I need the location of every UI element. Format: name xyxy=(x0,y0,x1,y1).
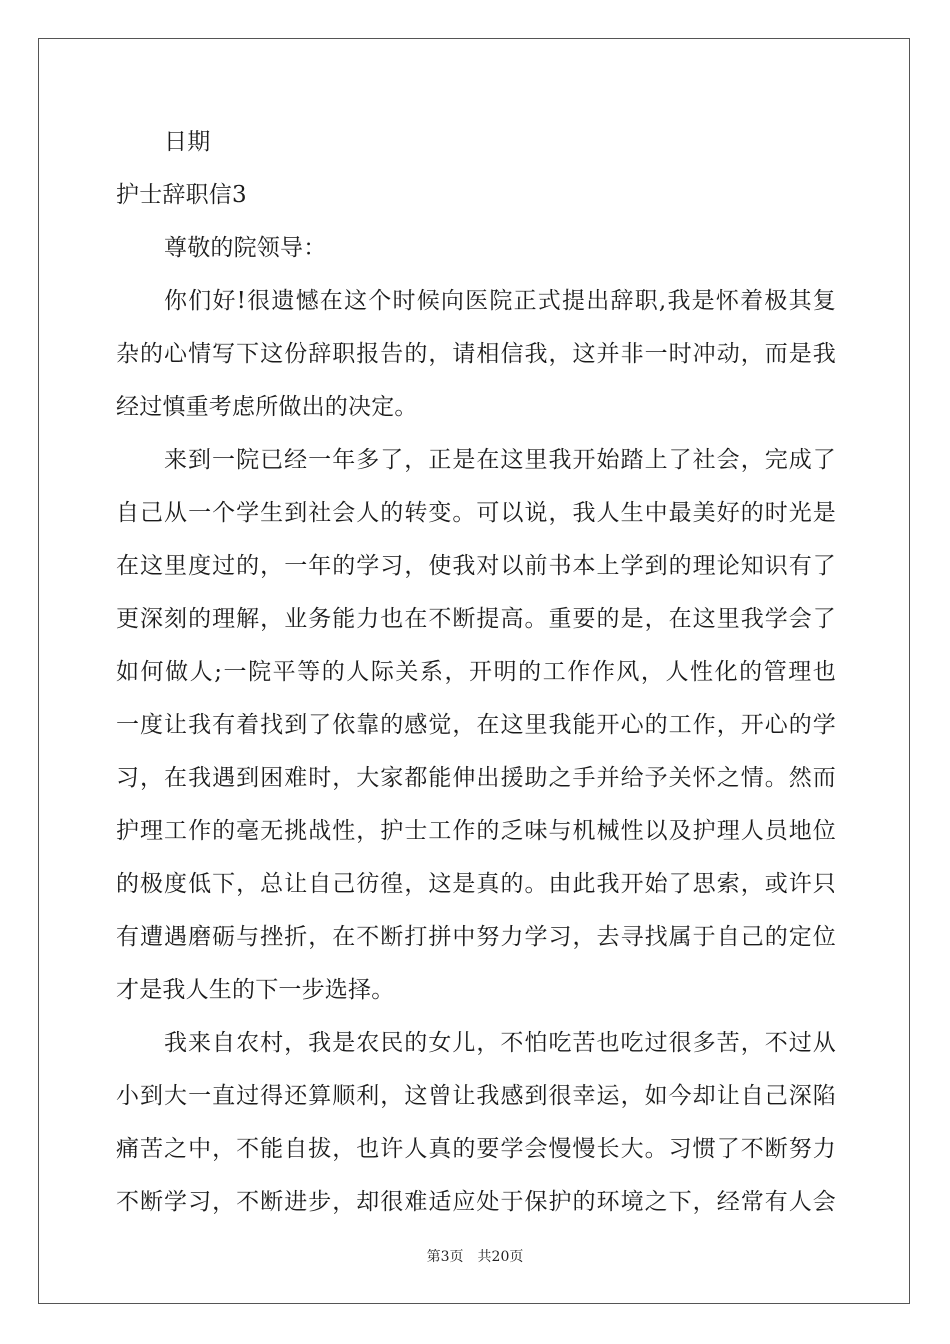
paragraph-line: 有遭遇磨砺与挫折，在不断打拼中努力学习，去寻找属于自己的定位 xyxy=(116,924,836,950)
paragraph-line: 更深刻的理解，业务能力也在不断提高。重要的是，在这里我学会了 xyxy=(116,606,836,632)
paragraph-line: 的极度低下，总让自己彷徨，这是真的。由此我开始了思索，或许只 xyxy=(116,871,836,897)
salutation: 尊敬的院领导： xyxy=(164,235,327,261)
paragraph-line: 不断学习，不断进步，却很难适应处于保护的环境之下，经常有人会 xyxy=(116,1189,836,1215)
paragraph-line: 如何做人;一院平等的人际关系，开明的工作作风，人性化的管理也 xyxy=(116,659,836,685)
paragraph-line: 一度让我有着找到了依靠的感觉，在这里我能开心的工作，开心的学 xyxy=(116,712,836,738)
paragraph-line: 才是我人生的下一步选择。 xyxy=(116,977,395,1003)
letter-title: 护士辞职信3 xyxy=(116,182,247,208)
document-body xyxy=(116,116,836,1229)
paragraph-line: 在这里度过的，一年的学习，使我对以前书本上学到的理论知识有了 xyxy=(116,553,836,579)
paragraph-line: 杂的心情写下这份辞职报告的，请相信我，这并非一时冲动，而是我 xyxy=(116,341,836,367)
paragraph-line: 小到大一直过得还算顺利，这曾让我感到很幸运，如今却让自己深陷 xyxy=(116,1083,836,1109)
paragraph-line: 经过慎重考虑所做出的决定。 xyxy=(116,394,418,420)
paragraph-line: 来到一院已经一年多了，正是在这里我开始踏上了社会，完成了 xyxy=(164,447,836,473)
paragraph-line: 我来自农村，我是农民的女儿，不怕吃苦也吃过很多苦，不过从 xyxy=(164,1030,836,1056)
paragraph-line: 自己从一个学生到社会人的转变。可以说，我人生中最美好的时光是 xyxy=(116,500,836,526)
paragraph-line: 你们好!很遗憾在这个时候向医院正式提出辞职,我是怀着极其复 xyxy=(164,288,836,314)
page-footer xyxy=(0,1246,950,1266)
paragraph-line: 护理工作的毫无挑战性，护士工作的乏味与机械性以及护理人员地位 xyxy=(116,818,836,844)
page-total: 共20页 xyxy=(477,1249,524,1265)
paragraph-line: 习，在我遇到困难时，大家都能伸出援助之手并给予关怀之情。然而 xyxy=(116,765,836,791)
date-line: 日期 xyxy=(164,129,211,155)
page-number: 第3页 xyxy=(426,1249,464,1265)
paragraph-line: 痛苦之中，不能自拔，也许人真的要学会慢慢长大。习惯了不断努力 xyxy=(116,1136,836,1162)
